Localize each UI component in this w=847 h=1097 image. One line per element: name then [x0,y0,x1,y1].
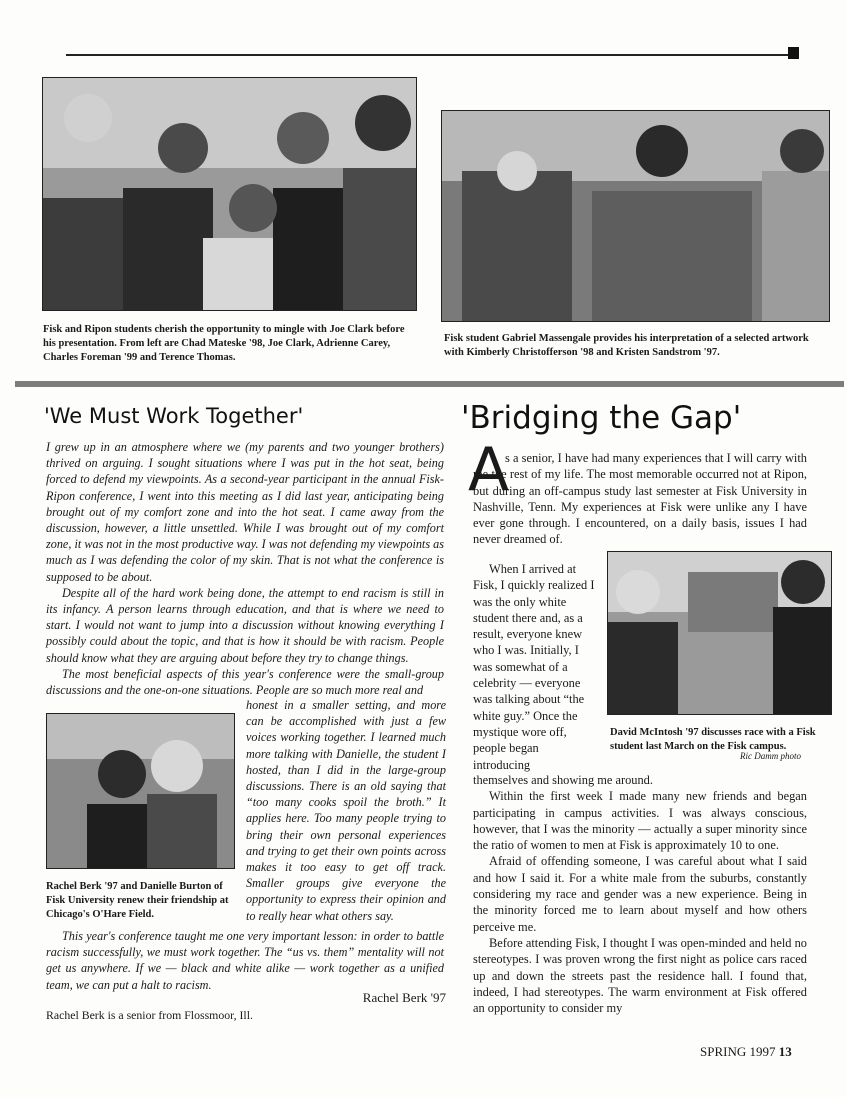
left-article-signature: Rachel Berk '97 [362,990,446,1005]
left-article-body [46,439,444,698]
right-article-body-bottom [473,772,807,1016]
page-number: 13 [778,1044,792,1059]
right-article-p1: s a senior, I have had many experiences that I will carry with me the rest of my life. The most memorable occurred not at Ripon, but during an off-campus study last semester at Fisk University in Nashville, Tenn. My experiences at Fisk were unlike any I have ever gone through. I encountered, on a daily basis, issues I had never dreamed of. [473,451,807,547]
left-article-body-wrap [246,697,446,924]
right-article-p5: Before attending Fisk, I thought I was open-minded and held no stereotypes. I was proven wrong the first night as police cars raced up and down the streets past the residence hall. I found that, indeed, I had stereotypes. The warm environment at Fisk offered an opportunity to consider my [473,935,807,1016]
top-rule [66,54,788,56]
left-article-p1: I grew up in an atmosphere where we (my parents and two younger brothers) thrived on arguing. I sought situations where I was put in the hot seat, being forced to defend my viewpoints. As a second-year participant in the annual Fisk-Ripon conference, I went into this meeting as I did last year, anticipating being brought out of my comfort zone and into the hot seat. I came away from the discussion, however, a little unsettled. While I was brought out of my comfort zone, it was not in the most productive way. I was not defending my viewpoints as much as I was defending the color of my skin. That is not what the conference is supposed to be about. [46,440,444,584]
left-article-p3: The most beneficial aspects of this year's conference were the small-group discussions and the one-on-one situations. People are so much more real and [46,666,444,698]
top-rule-end-square [788,47,799,59]
right-article-p2-cont: themselves and showing me around. [473,773,653,787]
caption-david-mcintosh: David McIntosh '97 discusses race with a Fisk student last March on the Fisk campus. [610,727,816,752]
caption-artwork-discussion: Fisk student Gabriel Massengale provides his interpretation of a selected artwork with Kimberly Christofferson '98 and Kristen Sandstrom '97. [444,333,809,358]
photo-credit: Ric Damm photo [740,751,801,761]
right-article-dropcap: A [468,435,510,505]
footer-issue: SPRING 1997 [700,1044,776,1059]
photo-rachel-danielle [46,713,235,869]
right-article-body-top [473,450,807,548]
left-article-bio: Rachel Berk is a senior from Flossmoor, Ill. [46,1008,253,1022]
left-article-p4: This year's conference taught me one very important lesson: in order to battle racism successfully, we must work together. The “us vs. them” mentality will not get us anywhere. If we — black and white alike — work together as a unified team, we can put a halt to racism. [46,929,444,992]
caption-joe-clark-group: Fisk and Ripon students cherish the opportunity to mingle with Joe Clark before his presentation. From left are Chad Mateske '98, Joe Clark, Adrienne Carey, Charles Foreman '99 and Terence Thomas. [43,324,405,363]
right-article-title: 'Bridging the Gap' [461,400,742,436]
right-article-p3: Within the first week I made many new friends and began participating in campus activities. I was always conscious, however, that I was the minority — actually a super minority since the ratio of women to men at Fisk is approximately 10 to one. [473,789,807,853]
section-divider [15,381,844,387]
left-article-p2: Despite all of the hard work being done, the attempt to end racism is still in its infancy. A person learns through education, and that is where we need to start. I would not want to jump into a discussion without knowing everything I possibly could about the topic, and that is how it should be with racism. People should know what they are arguing about before they try to change things. [46,585,444,665]
left-article-body-end [46,928,444,993]
right-article-p4: Afraid of offending someone, I was careful about what I said and how I said it. For a white male from the suburbs, constantly considering my race and gender was a new experience. Being in the minority forced me to learn about myself and how others perceive me. [473,854,807,934]
photo-artwork-discussion [441,110,830,322]
right-article-p2: When I arrived at Fisk, I quickly realized I was the only white student there and, as a result, everyone knew who I was. Initially, I was somewhat of a celebrity — everyone was talking about “the white guy.” Once the mystique wore off, people began introducing [473,562,595,772]
right-article-body-narrow [473,561,597,773]
page-footer [700,1044,792,1060]
photo-david-mcintosh [607,551,832,715]
photo-joe-clark-group [42,77,417,311]
left-article-p3-cont: honest in a smaller setting, and more can be accomplished with just a few voices working together. I learned much more talking with Danielle, the student I hosted, than I did in the large-group discussions. There is an old saying that “too many cooks spoil the broth.” It applies here. Too many people trying to bring their own personal experiences and trying to get their own points across makes it too easy to get off track. Smaller groups give everyone the opportunity to express their opinion and to really hear what others say. [246,698,446,923]
caption-rachel-danielle: Rachel Berk '97 and Danielle Burton of Fisk University renew their friendship at Chicago's O'Hare Field. [46,881,229,920]
left-article-title: 'We Must Work Together' [44,404,304,428]
